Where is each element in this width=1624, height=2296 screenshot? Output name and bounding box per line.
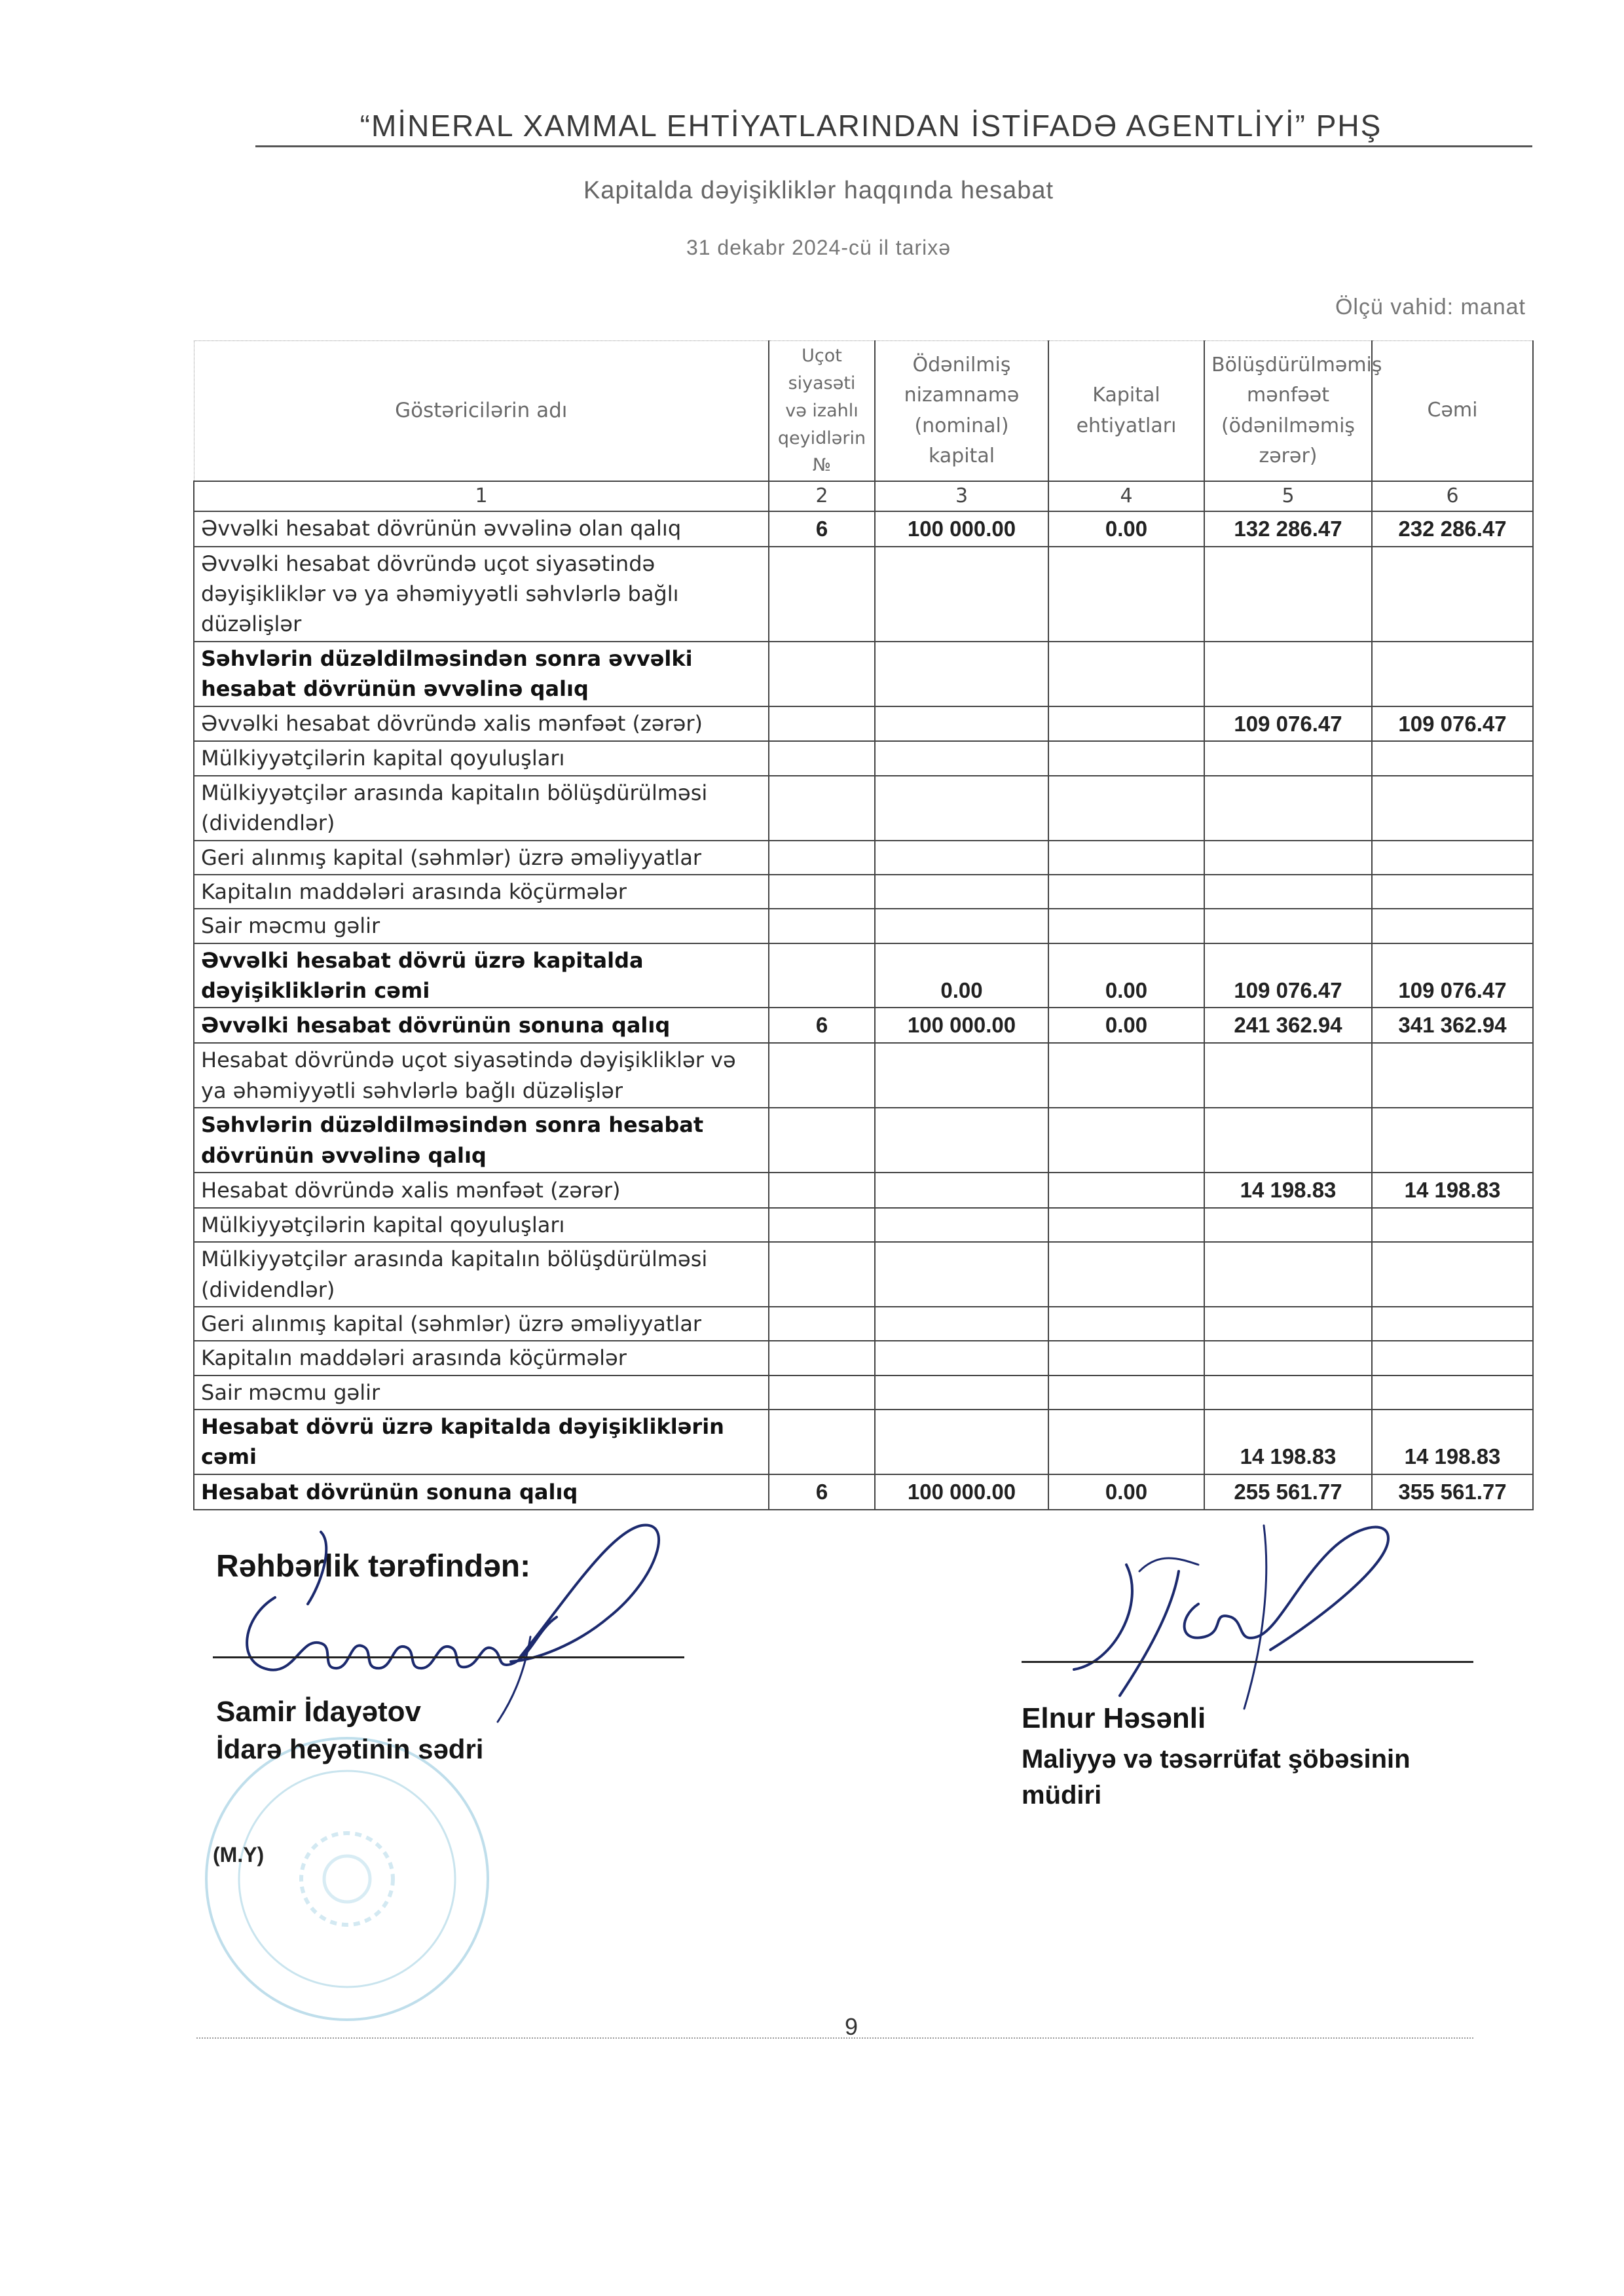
cell-note: 6	[769, 511, 875, 547]
report-date: 31 dekabr 2024-cü il tarixə	[686, 236, 951, 259]
cell-reserves	[1048, 776, 1204, 841]
cell-total	[1372, 875, 1533, 909]
cell-total	[1372, 776, 1533, 841]
table-row	[194, 1008, 1533, 1043]
table-row	[194, 1043, 1533, 1108]
cell-reserves	[1048, 741, 1204, 775]
cell-reserves: 0.00	[1048, 511, 1204, 547]
table-row	[194, 706, 1533, 742]
cell-retained	[1204, 547, 1372, 642]
cell-capital	[875, 741, 1048, 775]
table-row	[194, 547, 1533, 642]
cell-capital	[875, 1242, 1048, 1307]
cell-total: 109 076.47	[1372, 706, 1533, 742]
cell-retained: 255 561.77	[1204, 1474, 1372, 1510]
column-number: 6	[1372, 481, 1533, 511]
cell-capital	[875, 706, 1048, 742]
column-header: Uçot siyasəti və izahlı qeyidlərin №	[769, 341, 875, 482]
equity-changes-table	[193, 340, 1534, 1510]
cell-reserves: 0.00	[1048, 943, 1204, 1008]
table-row	[194, 1242, 1533, 1307]
cell-total	[1372, 1208, 1533, 1242]
cell-capital	[875, 1341, 1048, 1375]
cell-note	[769, 1341, 875, 1375]
cell-capital	[875, 1043, 1048, 1108]
cell-note	[769, 909, 875, 943]
cell-note	[769, 1376, 875, 1410]
table-row	[194, 511, 1533, 547]
cell-total: 341 362.94	[1372, 1008, 1533, 1043]
cell-note	[769, 1043, 875, 1108]
header-rule	[255, 145, 1532, 147]
column-header: Cəmi	[1372, 341, 1533, 482]
right-signatory-position-line2: müdiri	[1022, 1781, 1102, 1810]
cell-total	[1372, 1307, 1533, 1341]
column-number: 3	[875, 481, 1048, 511]
row-label: Əvvəlki hesabat dövrü üzrə kapitalda dəyişikliklərin cəmi	[194, 943, 769, 1008]
table-row	[194, 1341, 1533, 1375]
cell-retained: 14 198.83	[1204, 1173, 1372, 1208]
row-label: Mülkiyyətçilərin kapital qoyuluşları	[194, 1208, 769, 1242]
cell-retained	[1204, 1108, 1372, 1173]
report-title: Kapitalda dəyişikliklər haqqında hesabat	[583, 177, 1054, 204]
right-signature	[1048, 1506, 1454, 1715]
left-signatory-name: Samir İdayətov	[216, 1696, 422, 1728]
cell-retained	[1204, 909, 1372, 943]
cell-total: 355 561.77	[1372, 1474, 1533, 1510]
cell-total	[1372, 1341, 1533, 1375]
table-header-row	[194, 341, 1533, 482]
row-label: Mülkiyyətçilərin kapital qoyuluşları	[194, 741, 769, 775]
unit-of-measure: Ölçü vahid: manat	[1335, 295, 1526, 319]
cell-reserves	[1048, 1376, 1204, 1410]
cell-note	[769, 943, 875, 1008]
cell-note	[769, 1307, 875, 1341]
table-row	[194, 1108, 1533, 1173]
cell-reserves	[1048, 1043, 1204, 1108]
cell-note	[769, 741, 875, 775]
row-label: Səhvlərin düzəldilməsindən sonra əvvəlki hesabat dövrünün əvvəlinə qalıq	[194, 642, 769, 706]
row-label: Əvvəlki hesabat dövründə uçot siyasətində dəyişikliklər və ya əhəmiyyətli səhvlərlə bağlı düzəlişlər	[194, 547, 769, 642]
cell-retained	[1204, 875, 1372, 909]
cell-reserves	[1048, 1173, 1204, 1208]
row-label: Sair məcmu gəlir	[194, 1376, 769, 1410]
cell-note	[769, 706, 875, 742]
table-row	[194, 776, 1533, 841]
row-label: Mülkiyyətçilər arasında kapitalın bölüşdürülməsi (dividendlər)	[194, 776, 769, 841]
column-number: 5	[1204, 481, 1372, 511]
cell-capital	[875, 1307, 1048, 1341]
cell-note	[769, 1242, 875, 1307]
cell-reserves	[1048, 1307, 1204, 1341]
cell-reserves	[1048, 642, 1204, 706]
cell-note	[769, 841, 875, 875]
cell-reserves	[1048, 1410, 1204, 1474]
cell-capital	[875, 1410, 1048, 1474]
cell-total: 14 198.83	[1372, 1410, 1533, 1474]
cell-reserves: 0.00	[1048, 1008, 1204, 1043]
cell-retained	[1204, 841, 1372, 875]
row-label: Kapitalın maddələri arasında köçürmələr	[194, 1341, 769, 1375]
cell-total	[1372, 547, 1533, 642]
row-label: Hesabat dövrü üzrə kapitalda dəyişikliklərin cəmi	[194, 1410, 769, 1474]
cell-retained	[1204, 1307, 1372, 1341]
cell-reserves	[1048, 1341, 1204, 1375]
footer-rule	[196, 2037, 1473, 2040]
table-row	[194, 943, 1533, 1008]
cell-retained: 109 076.47	[1204, 943, 1372, 1008]
cell-capital	[875, 1208, 1048, 1242]
management-heading: Rəhbərlik tərəfindən:	[216, 1549, 531, 1584]
column-number: 4	[1048, 481, 1204, 511]
cell-total	[1372, 1043, 1533, 1108]
cell-retained	[1204, 1208, 1372, 1242]
cell-capital	[875, 1173, 1048, 1208]
row-label: Hesabat dövrünün sonuna qalıq	[194, 1474, 769, 1510]
cell-retained	[1204, 1376, 1372, 1410]
cell-retained	[1204, 776, 1372, 841]
cell-total	[1372, 1108, 1533, 1173]
right-signatory-position-line1: Maliyyə və təsərrüfat şöbəsinin	[1022, 1745, 1411, 1774]
table-row	[194, 875, 1533, 909]
cell-note	[769, 776, 875, 841]
row-label: Sair məcmu gəlir	[194, 909, 769, 943]
cell-retained	[1204, 1341, 1372, 1375]
cell-total	[1372, 1376, 1533, 1410]
cell-note	[769, 1410, 875, 1474]
cell-total	[1372, 841, 1533, 875]
column-number: 1	[194, 481, 769, 511]
row-label: Kapitalın maddələri arasında köçürmələr	[194, 875, 769, 909]
table-row	[194, 1410, 1533, 1474]
page-number: 9	[844, 2013, 858, 2040]
cell-note: 6	[769, 1008, 875, 1043]
cell-retained	[1204, 1242, 1372, 1307]
cell-capital	[875, 642, 1048, 706]
cell-reserves	[1048, 841, 1204, 875]
table-row	[194, 741, 1533, 775]
table-row	[194, 1474, 1533, 1510]
row-label: Hesabat dövründə xalis mənfəət (zərər)	[194, 1173, 769, 1208]
cell-total: 14 198.83	[1372, 1173, 1533, 1208]
row-label: Əvvəlki hesabat dövrünün sonuna qalıq	[194, 1008, 769, 1043]
row-label: Geri alınmış kapital (səhmlər) üzrə əməliyyatlar	[194, 841, 769, 875]
table-row	[194, 1376, 1533, 1410]
column-number: 2	[769, 481, 875, 511]
right-signatory-name: Elnur Həsənli	[1022, 1702, 1206, 1734]
cell-capital: 100 000.00	[875, 511, 1048, 547]
cell-total	[1372, 909, 1533, 943]
cell-total: 109 076.47	[1372, 943, 1533, 1008]
cell-reserves	[1048, 875, 1204, 909]
cell-note	[769, 1108, 875, 1173]
cell-capital: 100 000.00	[875, 1008, 1048, 1043]
cell-capital	[875, 776, 1048, 841]
cell-reserves: 0.00	[1048, 1474, 1204, 1510]
cell-capital: 0.00	[875, 943, 1048, 1008]
table-row	[194, 642, 1533, 706]
cell-reserves	[1048, 547, 1204, 642]
cell-reserves	[1048, 1242, 1204, 1307]
row-label: Səhvlərin düzəldilməsindən sonra hesabat dövrünün əvvəlinə qalıq	[194, 1108, 769, 1173]
cell-reserves	[1048, 909, 1204, 943]
cell-total	[1372, 741, 1533, 775]
left-signature-line	[213, 1656, 684, 1658]
cell-note	[769, 642, 875, 706]
right-signature-line	[1022, 1661, 1473, 1663]
cell-note	[769, 875, 875, 909]
cell-retained: 132 286.47	[1204, 511, 1372, 547]
cell-capital	[875, 547, 1048, 642]
official-seal	[196, 1728, 498, 2030]
cell-total	[1372, 1242, 1533, 1307]
column-header: Ödənilmiş nizamnamə (nominal) kapital	[875, 341, 1048, 482]
cell-capital	[875, 1376, 1048, 1410]
table-row	[194, 909, 1533, 943]
cell-retained	[1204, 1043, 1372, 1108]
column-header: Kapital ehtiyatları	[1048, 341, 1204, 482]
row-label: Əvvəlki hesabat dövründə xalis mənfəət (zərər)	[194, 706, 769, 742]
left-signature	[223, 1506, 694, 1728]
cell-retained: 241 362.94	[1204, 1008, 1372, 1043]
row-label: Hesabat dövründə uçot siyasətində dəyişikliklər və ya əhəmiyyətli səhvlərlə bağlı düzəlişlər	[194, 1043, 769, 1108]
cell-note: 6	[769, 1474, 875, 1510]
cell-capital	[875, 875, 1048, 909]
cell-note	[769, 1173, 875, 1208]
table-row	[194, 1208, 1533, 1242]
seal-placeholder: (M.Y)	[213, 1843, 265, 1867]
cell-capital	[875, 1108, 1048, 1173]
organization-title: “MİNERAL XAMMAL EHTİYATLARINDAN İSTİFADƏ AGENTLİYİ” PHŞ	[360, 109, 1382, 143]
cell-retained: 109 076.47	[1204, 706, 1372, 742]
cell-total: 232 286.47	[1372, 511, 1533, 547]
column-header: Göstəricilərin adı	[194, 341, 769, 482]
left-signatory-position: İdarə heyətinin sədri	[216, 1734, 484, 1764]
cell-note	[769, 1208, 875, 1242]
table-row	[194, 841, 1533, 875]
cell-note	[769, 547, 875, 642]
column-number-row	[194, 481, 1533, 511]
cell-reserves	[1048, 1108, 1204, 1173]
cell-retained	[1204, 741, 1372, 775]
column-header: Bölüşdürülməmiş mənfəət (ödənilməmiş zərər)	[1204, 341, 1372, 482]
cell-retained	[1204, 642, 1372, 706]
table-row	[194, 1307, 1533, 1341]
row-label: Geri alınmış kapital (səhmlər) üzrə əməliyyatlar	[194, 1307, 769, 1341]
cell-capital	[875, 841, 1048, 875]
cell-retained: 14 198.83	[1204, 1410, 1372, 1474]
row-label: Əvvəlki hesabat dövrünün əvvəlinə olan qalıq	[194, 511, 769, 547]
cell-reserves	[1048, 706, 1204, 742]
cell-reserves	[1048, 1208, 1204, 1242]
cell-total	[1372, 642, 1533, 706]
table-row	[194, 1173, 1533, 1208]
cell-capital	[875, 909, 1048, 943]
row-label: Mülkiyyətçilər arasında kapitalın bölüşdürülməsi (dividendlər)	[194, 1242, 769, 1307]
cell-capital: 100 000.00	[875, 1474, 1048, 1510]
